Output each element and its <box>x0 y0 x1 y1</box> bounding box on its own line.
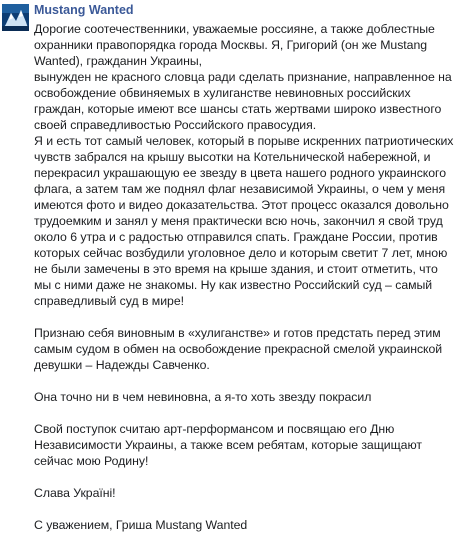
avatar-image-icon <box>2 4 29 31</box>
paragraph-plea: Признаю себя виновным в «хулиганстве» и готов предстать перед этим самым судом в обмен на освобождение прекрасной смелой украинской девушки – Надежды Савченко. <box>34 326 443 372</box>
paragraph-innocence: Она точно ни в чем невиновна, а я-то хоть звезду покрасил <box>34 390 372 404</box>
paragraph-signature: С уважением, Гриша Mustang Wanted <box>34 518 248 532</box>
author-avatar[interactable] <box>2 4 29 31</box>
paragraph-confession-details: Я и есть тот самый человек, который в порыве искренних патриотических чувств забрался на крышу высотки на Котельнической набережной, и перекрасил украшающую ее звезду в цвета нашего родного украинского флага, а затем там же поднял флаг независимой Украины, о чем у меня имеются фото и видео доказательства. Этот процесс оказался довольно трудоемким и занял у меня практически всю ночь, закончил я свой труд около 6 утра и с радостью отправился спать. Граждане России, против которых сейчас возбудили уголовное дело и которым светит 7 лет, мною не были замечены в это время на крыше здания, и стоит отметить, что мы с ними даже не знакомы. Ну как известно Российский суд – самый справедливый суд в мире! <box>34 134 454 308</box>
post-text <box>34 21 458 533</box>
paragraph-confession-intro: вынужден не красного словца ради сделать признание, направленное на освобождение обвиняемых в хулиганстве невиновных российских граждан, которые имеют все шансы стать жертвами широко известного своей справедливостью Российского правосудия. <box>34 70 452 132</box>
author-name-link[interactable]: Mustang Wanted <box>34 3 134 17</box>
paragraph-dedication: Свой поступок считаю арт-перформансом и посвящаю его Дню Независимости Украины, а также всем ребятам, которые защищают сейчас мою Родину! <box>34 422 422 468</box>
paragraph-greeting: Дорогие соотечественники, уважаемые россияне, а также доблестные охранники правопорядка города Москвы. Я, Григорий (он же Mustang Wanted), гражданин Украины, <box>34 22 435 68</box>
paragraph-slogan: Слава Україні! <box>34 486 116 500</box>
